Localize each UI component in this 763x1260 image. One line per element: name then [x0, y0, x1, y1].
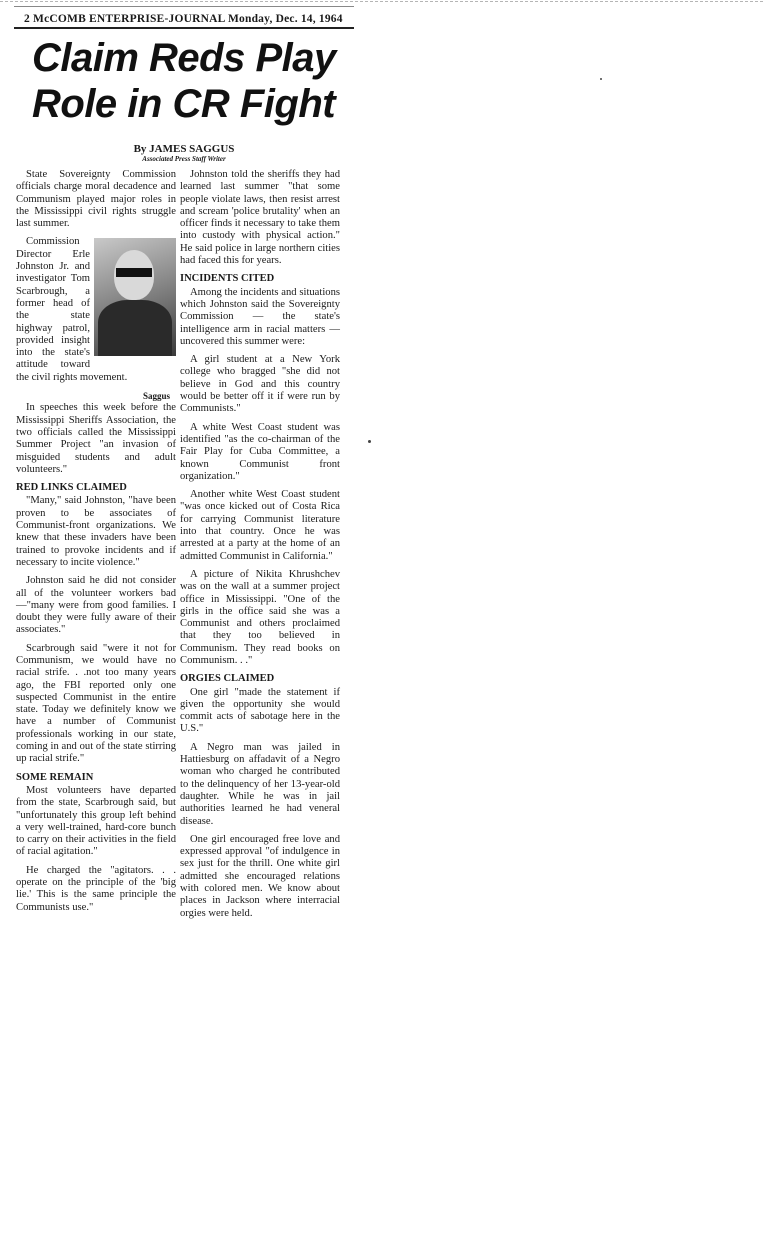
article-paragraph: A girl student at a New York college who bragged "she did not believe in God and this country would be better off it if were run by Communists." — [180, 354, 340, 415]
article-paragraph: Most volunteers have departed from the state, Scarbrough said, but "unfortunately this group left behind a very well-trained, hard-core bunch to carry on their activities in the field of racial agitation." — [16, 784, 176, 858]
page-top-border — [0, 1, 763, 2]
scan-speck — [368, 440, 371, 443]
article-paragraph: State Sovereignty Commission officials charge moral decadence and Communism played major roles in the Mississippi civil rights struggle last summer. — [16, 169, 176, 230]
article-paragraph: Another white West Coast student "was once kicked out of Costa Rica for carrying Communist literature into that country. Once he was arrested at a party at the home of an admitted Communist in California." — [180, 489, 340, 562]
newspaper-clipping — [14, 6, 354, 1049]
article-paragraph: One girl encouraged free love and expressed approval "of indulgence in sex just for the thrill. One white girl admitted she encouraged relations with colored men. We know about places in Jackson where interracial orgies were held. — [180, 833, 340, 919]
masthead: 2 McCOMB ENTERPRISE-JOURNAL Monday, Dec. 14, 1964 — [14, 6, 354, 29]
article-paragraph: A Negro man was jailed in Hattiesburg on affadavit of a Negro woman who charged he contributed to the delinquency of her 13-year-old daughter. While he was in jail authorities learned he had veneral disease. — [180, 741, 340, 827]
subheading: SOME REMAIN — [16, 771, 94, 783]
scan-speck — [600, 78, 602, 80]
photo-caption: Saggus — [142, 391, 170, 402]
headline — [32, 35, 354, 127]
subheading: INCIDENTS CITED — [180, 273, 275, 285]
headline-line-1: Claim Reds Play — [32, 36, 336, 80]
article-paragraph: Johnston told the sheriffs they had learned last summer "that some people violate laws, then resist arrest and scream 'police brutality' when an officer finds it necessary to take them into custody with physical action." He said police in large northern cities had faced this for years. — [180, 169, 340, 267]
author-photo — [94, 238, 176, 356]
article-body — [14, 169, 354, 1049]
byline: By JAMES SAGGUS — [133, 143, 235, 155]
article-paragraph: Scarbrough said "were it not for Communism, we would have no racial strife. . .not too many years ago, the FBI reported only one suspected Communist in the entire state. Today we definitely know we have a number of Communist professionals working in our state, coming in and out of the state stirring up racial strife." — [16, 642, 176, 765]
subheading: RED LINKS CLAIMED — [16, 482, 127, 494]
article-paragraph: A white West Coast student was identified "as the co-chairman of the Fair Play for Cuba Committee, a known Communist front organization." — [180, 421, 340, 482]
article-paragraph: Among the incidents and situations which Johnston said the Sovereignty Commission — the state's intelligence arm in racial matters — uncovered this summer were: — [180, 286, 340, 347]
article-paragraph: In speeches this week before the Mississippi Sheriffs Association, the two officials called the Mississippi Summer Project "an invasion of misguided students and adult volunteers." — [16, 402, 176, 475]
article-paragraph: "Many," said Johnston, "have been proven to be associates of Communist-front organizations. We knew that these invaders have been trained to provoke incidents and if necessary to incite violence." — [16, 495, 176, 568]
headline-line-2: Role in CR Fight — [32, 82, 336, 126]
article-column-right — [180, 169, 340, 926]
subheading: ORGIES CLAIMED — [180, 673, 275, 685]
article-paragraph: He charged the "agitators. . . operate on the principle of the 'big lie.' This is the same principle the Communists use." — [16, 864, 176, 913]
article-column-left — [16, 169, 176, 920]
article-paragraph: A picture of Nikita Khrushchev was on the wall at a summer project office in Mississippi. "One of the girls in the office said she was a Communist and others proclaimed that they too believed in Communism. They read books on Communism. . ." — [180, 568, 340, 666]
byline-affiliation: Associated Press Staff Writer — [142, 155, 226, 163]
article-paragraph: Johnston said he did not consider all of the volunteer workers bad—"many were from good families. I doubt they were fully aware of their associates." — [16, 575, 176, 636]
article-paragraph: One girl "made the statement if given the opportunity she would commit acts of sabotage here in the U.S." — [180, 686, 340, 735]
article-paragraph: Commission Director Erle Johnston Jr. and investigator Tom Scarbrough, a former head of the state highway patrol, provided insight into the state's attitude toward the civil rights movement. — [16, 236, 128, 383]
